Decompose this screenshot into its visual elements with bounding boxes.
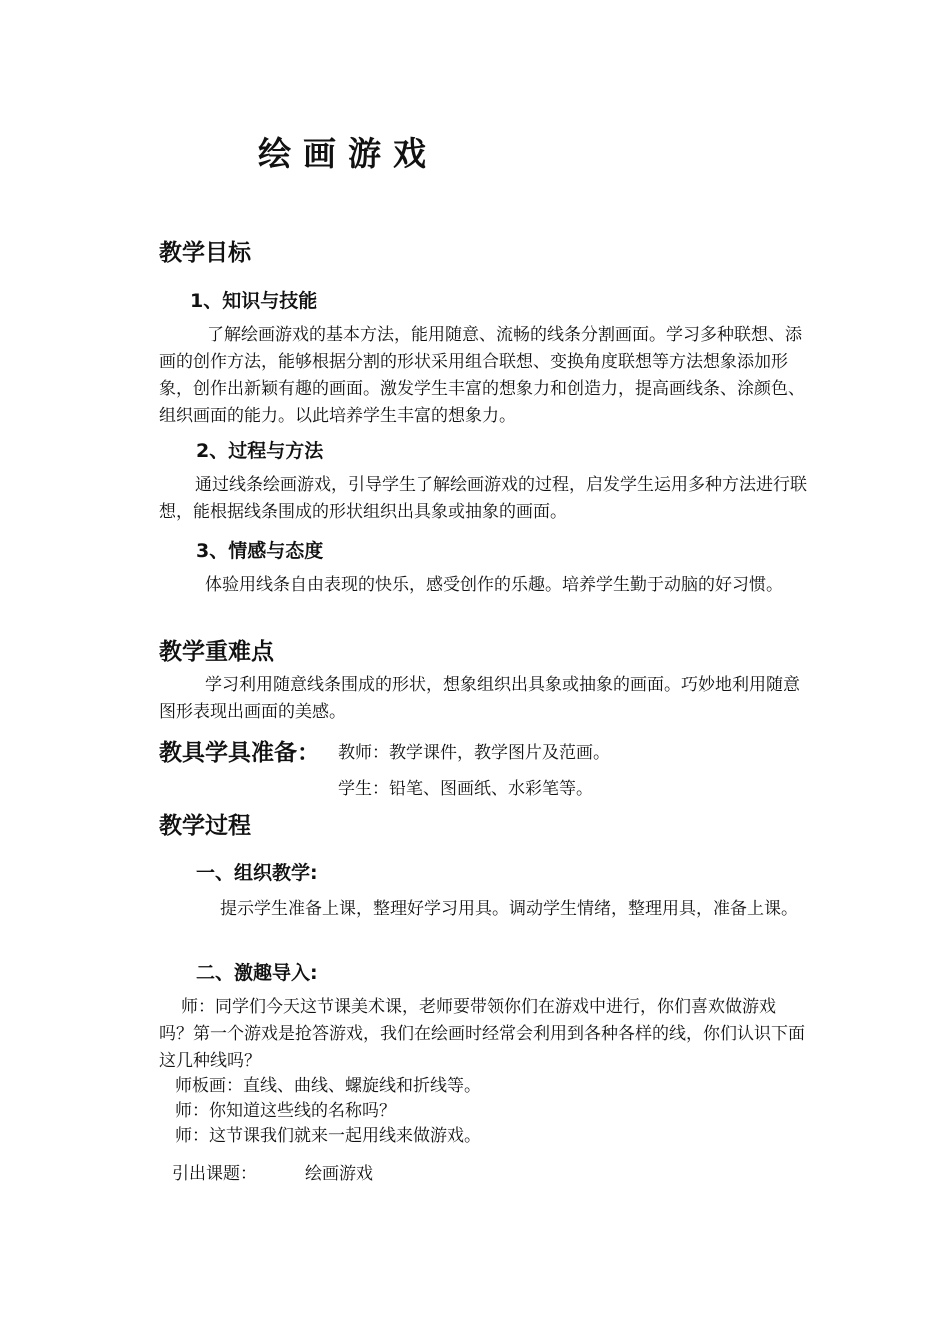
intro-paragraph: 师：同学们今天这节课美术课，老师要带领你们在游戏中进行，你们喜欢做游戏吗？第一个游戏是抢答游戏，我们在绘画时经常会利用到各种各样的线，你们认识下面这几种线吗？ [159, 997, 805, 1071]
key-points-paragraph: 学习利用随意线条围成的形状，想象组织出具象或抽象的画面。巧妙地利用随意图形表现出画面的美感。 [159, 675, 800, 722]
topic-label: 引出课题： [172, 1164, 257, 1184]
organize-paragraph: 提示学生准备上课，整理好学习用具。调动学生情绪，整理用具，准备上课。 [220, 899, 798, 919]
procedure-heading: 教学过程 [159, 813, 251, 839]
materials-heading: 教具学具准备： [159, 740, 320, 766]
knowledge-heading: 1、知识与技能 [190, 290, 318, 312]
process-heading: 2、过程与方法 [196, 440, 324, 462]
materials-teacher: 教师：教学课件，教学图片及范画。 [338, 743, 610, 763]
intro-line-1: 师板画：直线、曲线、螺旋线和折线等。 [175, 1076, 481, 1096]
process-paragraph: 通过线条绘画游戏，引导学生了解绘画游戏的过程，启发学生运用多种方法进行联想，能根据线条围成的形状组织出具象或抽象的画面。 [159, 475, 807, 522]
intro-heading: 二、激趣导入: [196, 962, 318, 984]
emotion-heading: 3、情感与态度 [196, 540, 324, 562]
knowledge-paragraph: 了解绘画游戏的基本方法，能用随意、流畅的线条分割画面。学习多种联想、添画的创作方法，能够根据分割的形状采用组合联想、变换角度联想等方法想象添加形象，创作出新颖有趣的画面。激发学生丰富的想象力和创造力，提高画线条、涂颜色、组织画面的能力。以此培养学生丰富的想象力。 [159, 325, 805, 426]
key-points-heading: 教学重难点 [159, 639, 274, 665]
page-title: 绘画游戏 [258, 134, 438, 173]
objectives-heading: 教学目标 [159, 240, 251, 266]
organize-heading: 一、组织教学: [196, 862, 318, 884]
intro-line-3: 师：这节课我们就来一起用线来做游戏。 [175, 1126, 481, 1146]
emotion-paragraph: 体验用线条自由表现的快乐，感受创作的乐趣。培养学生勤于动脑的好习惯。 [205, 575, 783, 595]
materials-student: 学生：铅笔、图画纸、水彩笔等。 [338, 779, 593, 799]
intro-line-2: 师：你知道这些线的名称吗？ [175, 1101, 396, 1121]
topic-value: 绘画游戏 [305, 1164, 373, 1184]
